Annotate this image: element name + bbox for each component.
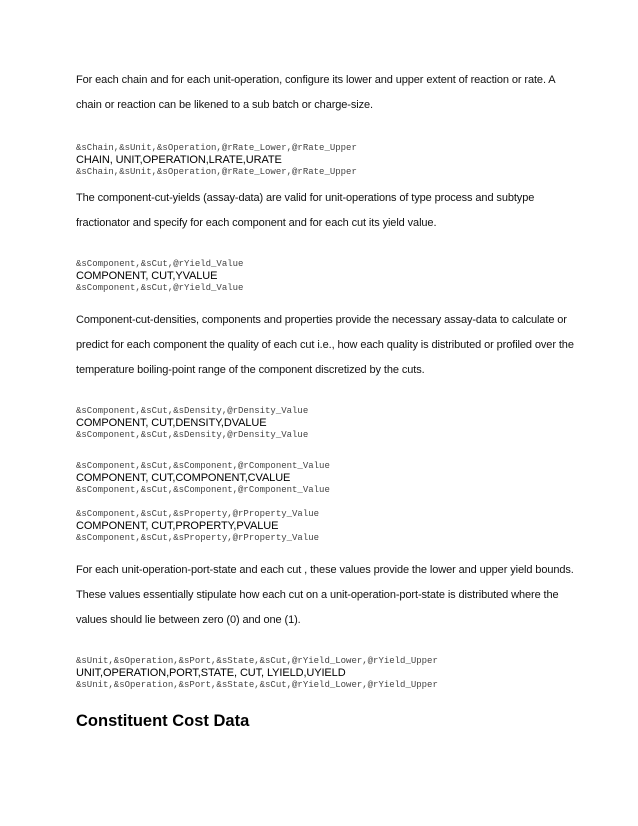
section-heading: Constituent Cost Data [76, 712, 250, 730]
code-block-component-property [76, 508, 576, 544]
paragraph-component-cut-densities: Component-cut-densities, components and properties provide the necessary assay-data to calculate or predict for each component the quality of each cut i.e., how each quality is distributed or profiled over the temperature boiling-point range of the component discretized by the cuts. [76, 314, 574, 376]
code-signature: &sComponent,&sCut,&sDensity,@rDensity_Value [76, 406, 309, 416]
paragraph-component-cut-yields: The component-cut-yields (assay-data) are valid for unit-operations of type process and subtype fractionator and specify for each component and for each cut its yield value. [76, 192, 535, 229]
code-keys: COMPONENT, CUT,YVALUE [76, 270, 218, 282]
document-page [76, 68, 576, 731]
code-block-component-component [76, 460, 576, 496]
code-signature-repeat: &sChain,&sUnit,&sOperation,@rRate_Lower,@rRate_Upper [76, 167, 357, 177]
code-signature-repeat: &sComponent,&sCut,&sComponent,@rComponent_Value [76, 485, 330, 495]
code-keys: COMPONENT, CUT,DENSITY,DVALUE [76, 417, 267, 429]
code-keys: COMPONENT, CUT,PROPERTY,PVALUE [76, 520, 279, 532]
code-signature: &sComponent,&sCut,&sComponent,@rComponent_Value [76, 461, 330, 471]
code-signature-repeat: &sUnit,&sOperation,&sPort,&sState,&sCut,@rYield_Lower,@rYield_Upper [76, 680, 438, 690]
code-signature-repeat: &sComponent,&sCut,@rYield_Value [76, 283, 244, 293]
code-signature: &sComponent,&sCut,&sProperty,@rProperty_Value [76, 509, 320, 519]
code-block-chain-rate [76, 142, 576, 178]
code-keys: CHAIN, UNIT,OPERATION,LRATE,URATE [76, 154, 282, 166]
paragraph-chain-extent: For each chain and for each unit-operation, configure its lower and upper extent of reaction or rate. A chain or reaction can be likened to a sub batch or charge-size. [76, 74, 555, 111]
code-block-port-state-yield [76, 655, 576, 691]
code-block-component-yield [76, 258, 576, 294]
paragraph-yield-bounds: For each unit-operation-port-state and each cut , these values provide the lower and upper yield bounds. These values essentially stipulate how each cut on a unit-operation-port-state is distributed where the values should lie between zero (0) and one (1). [76, 564, 574, 626]
code-keys: COMPONENT, CUT,COMPONENT,CVALUE [76, 472, 291, 484]
code-block-component-density [76, 405, 576, 441]
code-signature: &sUnit,&sOperation,&sPort,&sState,&sCut,@rYield_Lower,@rYield_Upper [76, 656, 438, 666]
code-signature-repeat: &sComponent,&sCut,&sDensity,@rDensity_Value [76, 430, 309, 440]
code-signature: &sComponent,&sCut,@rYield_Value [76, 259, 244, 269]
code-keys: UNIT,OPERATION,PORT,STATE, CUT, LYIELD,UYIELD [76, 667, 346, 679]
code-signature: &sChain,&sUnit,&sOperation,@rRate_Lower,@rRate_Upper [76, 143, 357, 153]
code-signature-repeat: &sComponent,&sCut,&sProperty,@rProperty_Value [76, 533, 320, 543]
